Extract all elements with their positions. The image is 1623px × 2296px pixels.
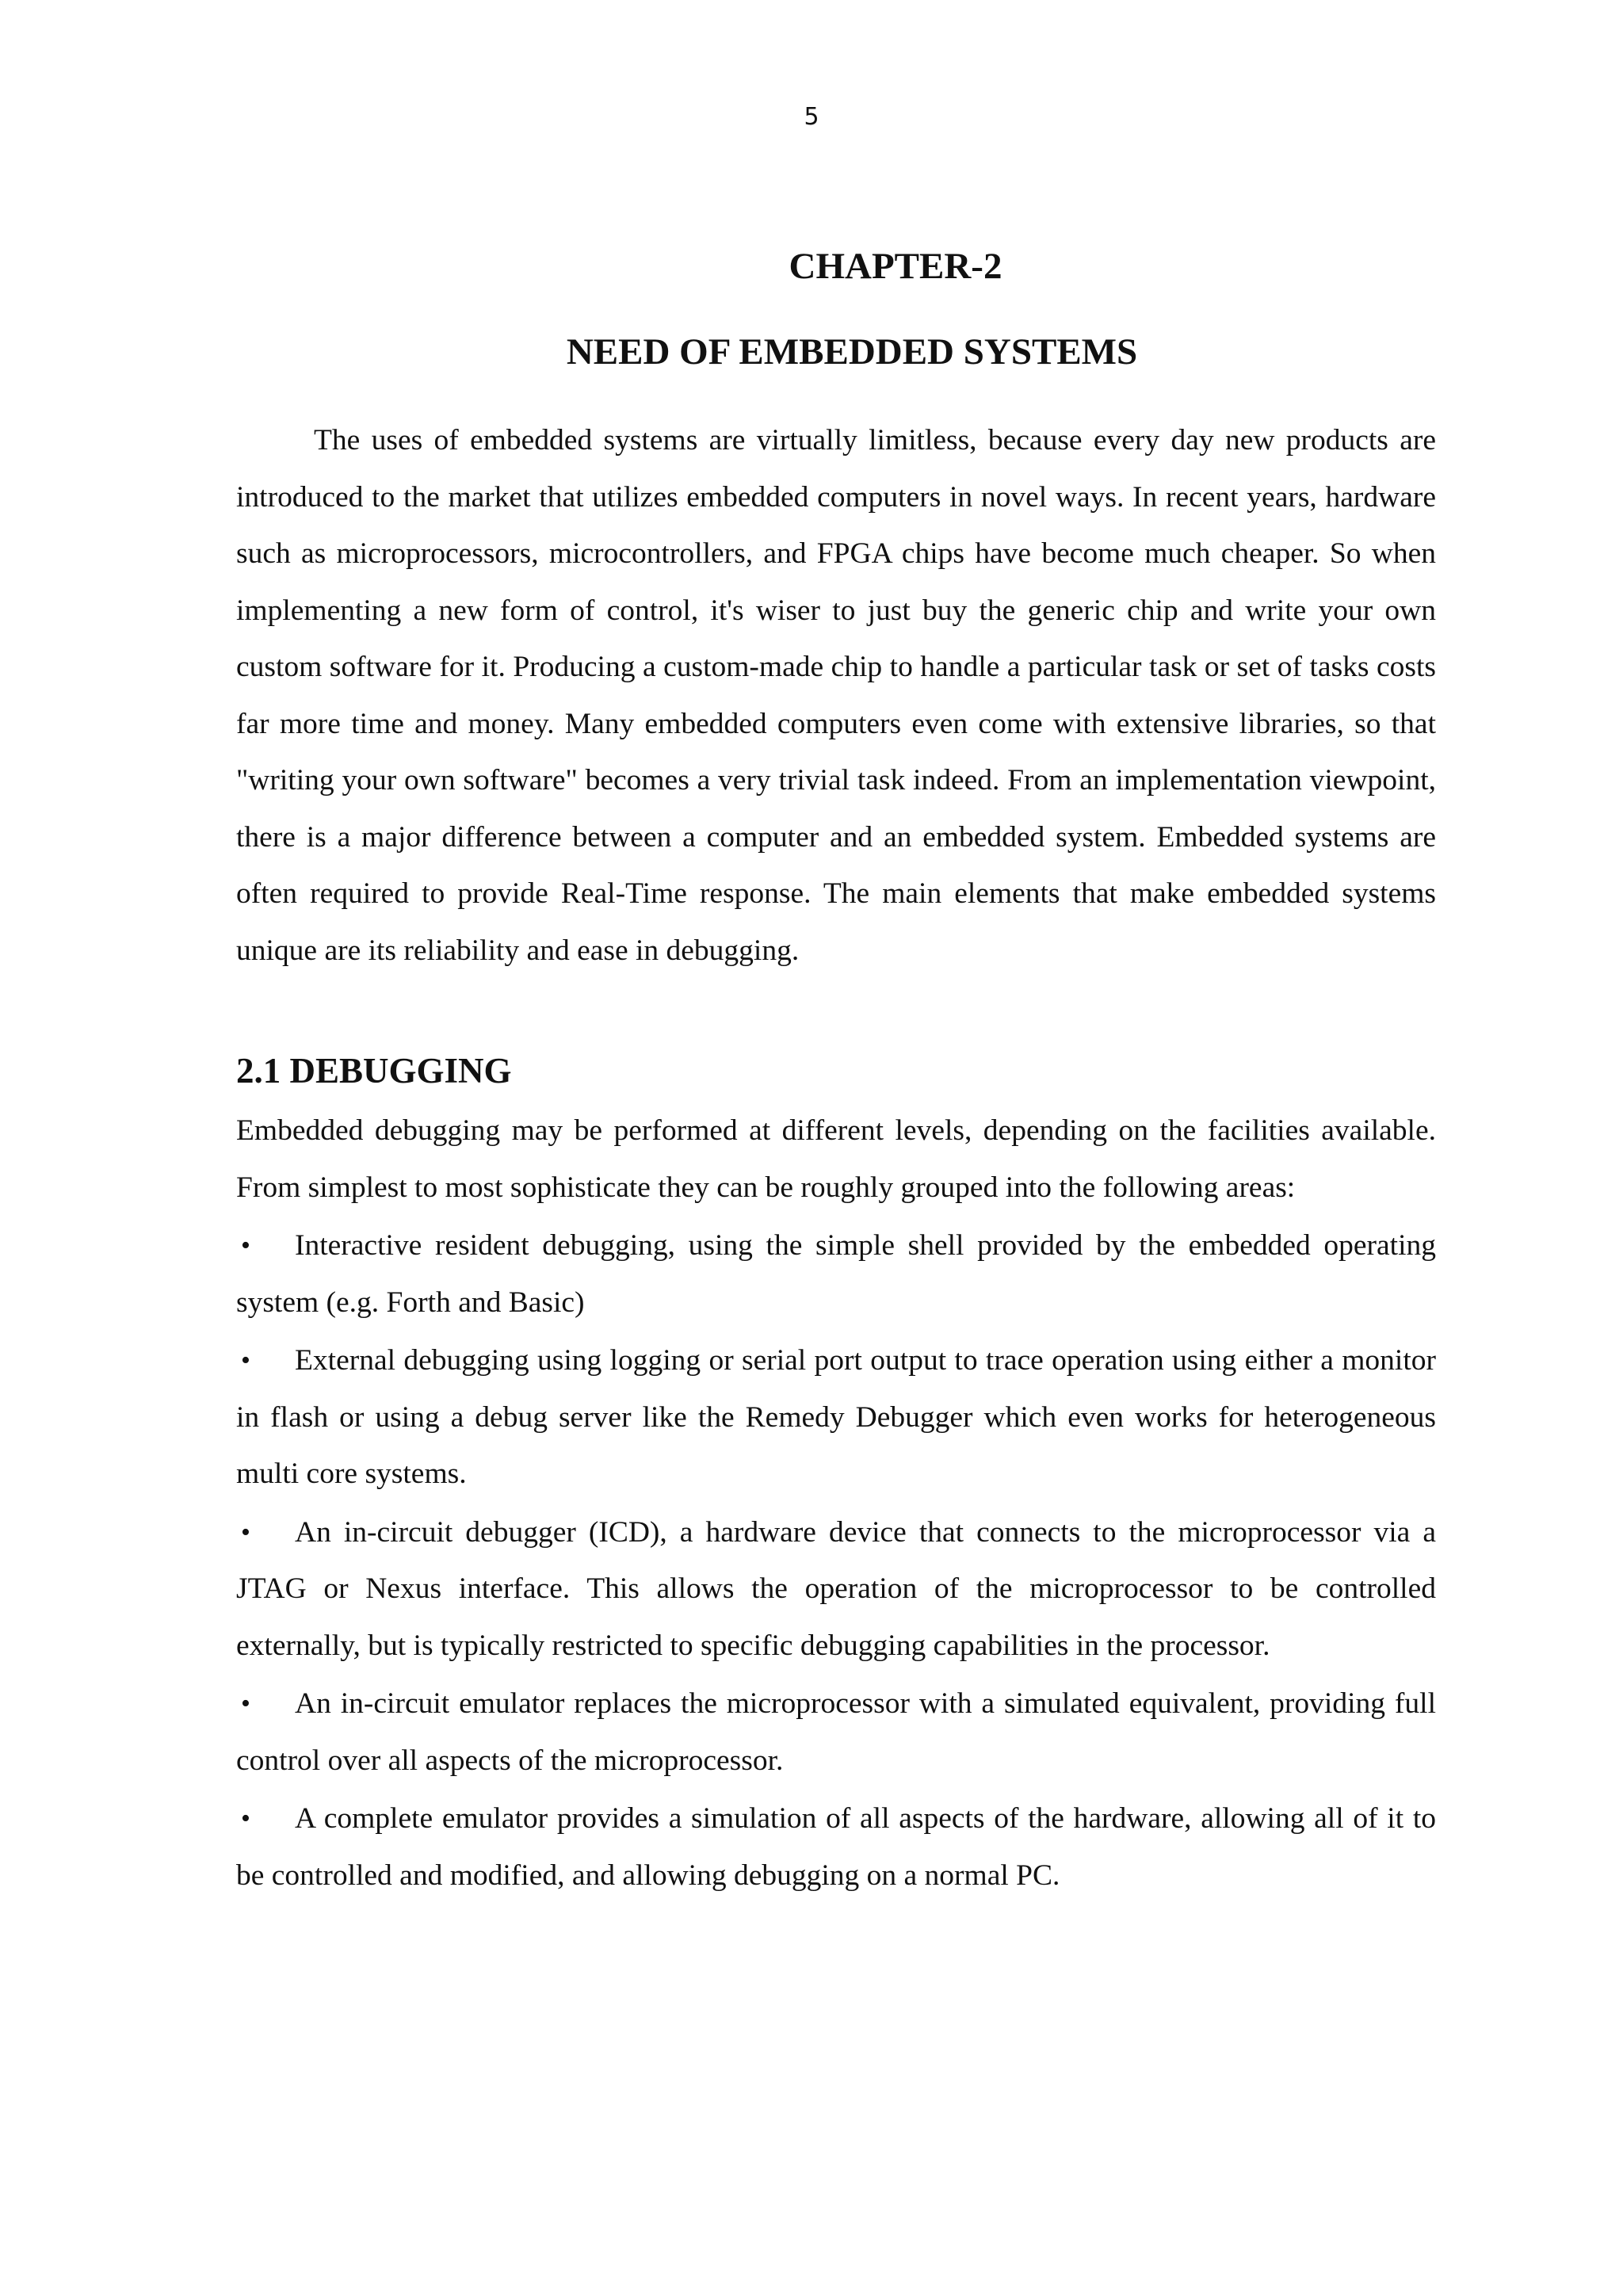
list-item-text: A complete emulator provides a simulation of all aspects of the hardware, allowing all of it to be controlled and modified, and allowing debugging on a normal PC. — [236, 1802, 1436, 1892]
section-lead-paragraph: Embedded debugging may be performed at different levels, depending on the facilities available. From simplest to most sophisticate they can be roughly grouped into the following areas: — [236, 1114, 1436, 1204]
bullet-icon: • — [241, 1804, 250, 1833]
list-item-text: External debugging using logging or serial port output to trace operation using either a monitor in flash or using a debug server like the Remedy Debugger which even works for heterogeneous multi core systems. — [236, 1344, 1436, 1490]
list-item-text: An in-circuit emulator replaces the microprocessor with a simulated equivalent, providing full control over all aspects of the microprocessor. — [236, 1687, 1436, 1777]
chapter-title: NEED OF EMBEDDED SYSTEMS — [566, 331, 1138, 372]
list-item-text: An in-circuit debugger (ICD), a hardware device that connects to the microprocessor via a JTAG or Nexus interface. This allows the operation of the microprocessor to be controlled externally, but is typically restricted to specific debugging capabilities in the processor. — [236, 1515, 1436, 1662]
intro-paragraph: The uses of embedded systems are virtually limitless, because every day new products are introduced to the market that utilizes embedded computers in novel ways. In recent years, hardware such as microprocessors, microcontrollers, and FPGA chips have become much cheaper. So when implementing a new form of control, it's wiser to just buy the generic chip and write your own custom software for it. Producing a custom-made chip to handle a particular task or set of tasks costs far more time and money. Many embedded computers even come with extensive libraries, so that "writing your own software" becomes a very trivial task indeed. From an implementation viewpoint, there is a major difference between a computer and an embedded system. Embedded systems are often required to provide Real-Time response. The main elements that make embedded systems unique are its reliability and ease in debugging. — [236, 424, 1436, 967]
bullet-icon: • — [241, 1231, 250, 1260]
bullet-list — [236, 1217, 1436, 1904]
list-item — [236, 1332, 1436, 1503]
list-item — [236, 1790, 1436, 1904]
list-item — [236, 1675, 1436, 1789]
document-body — [236, 243, 1436, 1904]
bullet-icon: • — [241, 1346, 250, 1375]
bullet-icon: • — [241, 1689, 250, 1718]
bullet-icon: • — [241, 1517, 250, 1547]
list-item-text: Interactive resident debugging, using the simple shell provided by the embedded operating system (e.g. Forth and Basic) — [236, 1229, 1436, 1319]
list-item — [236, 1217, 1436, 1331]
chapter-label: CHAPTER-2 — [789, 246, 1002, 287]
page-number: 5 — [804, 103, 819, 131]
section-heading: 2.1 DEBUGGING — [236, 1051, 512, 1091]
list-item — [236, 1504, 1436, 1675]
